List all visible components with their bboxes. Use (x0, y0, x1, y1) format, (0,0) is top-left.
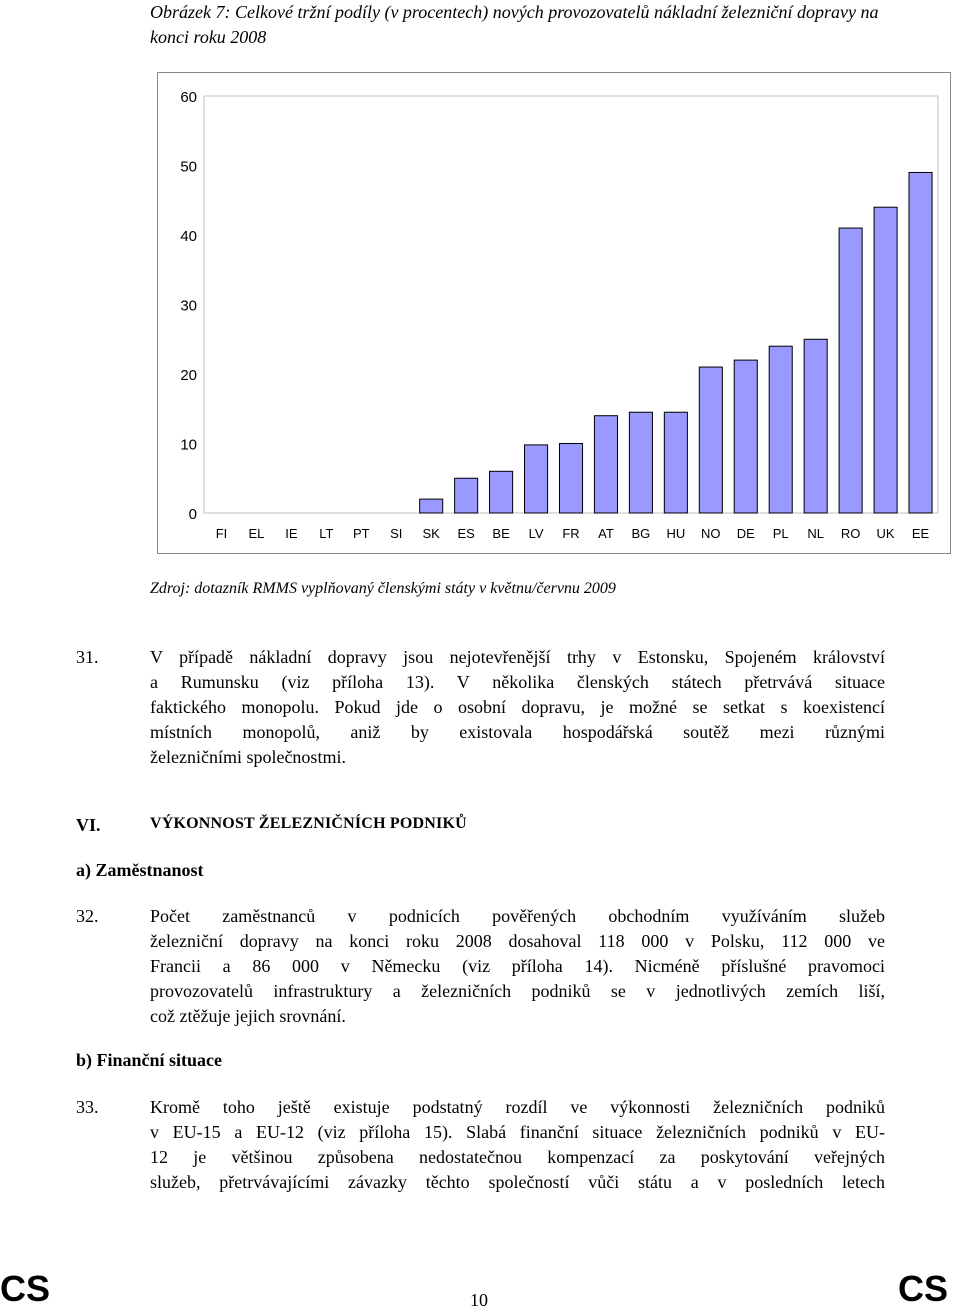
x-tick-label: LV (528, 526, 544, 541)
x-tick-label: PT (352, 526, 370, 541)
bar-chart (157, 72, 951, 554)
bar-fr (559, 444, 582, 514)
bar-uk (874, 207, 897, 513)
section-title: VÝKONNOST ŽELEZNIČNÍCH PODNIKŮ (150, 815, 467, 832)
x-tick-label: BE (492, 526, 510, 541)
paragraph-number-33: 33. (76, 1097, 99, 1117)
bar-nl (804, 339, 827, 513)
paragraph-line: v EU-15 a EU-12 (viz příloha 15). Slabá finanční situace železničních podniků v EU- (150, 1122, 885, 1142)
x-tick-label: ES (457, 526, 475, 541)
x-tick-label: BG (631, 526, 651, 541)
paragraph-line: a Rumunsku (viz příloha 13). V několika členských státech přetrvává situace (150, 672, 885, 692)
y-tick-label: 0 (188, 506, 197, 523)
x-tick-label: IE (285, 526, 298, 541)
paragraph-32 (150, 904, 885, 1029)
paragraph-line: Kromě toho ještě existuje podstatný rozdíl ve výkonnosti železničních podniků (150, 1097, 885, 1117)
figure-caption: Obrázek 7: Celkové tržní podíly (v procentech) nových provozovatelů nákladní železniční dopravy na konci roku 2008 (150, 2, 879, 47)
paragraph-line: železničními společnostmi. (150, 747, 346, 767)
x-tick-label: RO (840, 526, 861, 541)
subheading-employment: a) Zaměstnanost (76, 860, 204, 880)
bar-sk (420, 499, 443, 513)
y-tick-label: 60 (180, 89, 197, 106)
bar-pl (769, 346, 792, 513)
y-tick-label: 10 (180, 436, 197, 454)
y-tick-label: 30 (180, 297, 197, 315)
paragraph-line: místních monopolů, aniž by existovala hospodářská soutěž mezi různými (150, 722, 885, 742)
y-tick-label: 20 (180, 367, 197, 384)
x-tick-label: HU (666, 526, 686, 541)
paragraph-line: 12 je většinou způsobena nedostatečnou kompenzací za poskytování veřejných (150, 1147, 885, 1167)
y-tick-label: 50 (180, 158, 197, 176)
bar-at (594, 416, 617, 513)
bar-bg (629, 412, 652, 513)
x-tick-label: FI (215, 526, 228, 541)
paragraph-number-32: 32. (76, 906, 99, 926)
x-tick-label: UK (876, 526, 895, 541)
x-tick-label: EE (911, 526, 930, 541)
paragraph-number-31: 31. (76, 647, 99, 667)
paragraph-line: služeb, přetrvávajícími závazky těchto společností vůči státu a v posledních letech (150, 1172, 885, 1192)
bar-ee (909, 172, 932, 513)
footer-language-right: CS (898, 1268, 949, 1309)
bar-de (734, 360, 757, 513)
x-tick-label: NL (807, 526, 824, 541)
paragraph-31 (150, 645, 885, 770)
paragraph-line: železniční dopravy na konci roku 2008 dosahoval 118 000 v Polsku, 112 000 ve (150, 931, 885, 951)
x-tick-label: FR (562, 526, 580, 541)
x-tick-label: SK (422, 526, 440, 541)
paragraph-line: provozovatelů infrastruktury a železničních podniků se v jednotlivých zemích liší, (150, 981, 885, 1001)
subheading-financial: b) Finanční situace (76, 1050, 223, 1070)
source-note: Zdroj: dotazník RMMS vyplňovaný členskými státy v květnu/červnu 2009 (150, 580, 616, 597)
section-number: VI. (76, 815, 101, 835)
x-tick-label: LT (319, 526, 334, 541)
x-tick-label: NO (701, 526, 721, 541)
x-tick-label: PL (772, 526, 789, 541)
paragraph-line: což ztěžuje jejich srovnání. (150, 1006, 346, 1026)
paragraph-line: faktického monopolu. Pokud jde o osobní dopravu, je možné se setkat s koexistencí (150, 697, 885, 717)
paragraph-line: V případě nákladní dopravy jsou nejotevřenější trhy v Estonsku, Spojeném království (150, 647, 885, 667)
page-number: 10 (470, 1290, 488, 1310)
footer-language-left: CS (0, 1268, 51, 1309)
paragraph-33 (150, 1095, 885, 1195)
x-tick-label: DE (736, 526, 755, 541)
x-tick-label: SI (390, 526, 403, 541)
bar-be (490, 471, 513, 513)
paragraph-line: Francii a 86 000 v Německu (viz příloha 14). Nicméně příslušné pravomoci (150, 956, 885, 976)
bar-lv (525, 445, 548, 513)
y-tick-label: 40 (180, 228, 197, 245)
bar-es (455, 478, 478, 513)
bar-hu (664, 412, 687, 513)
paragraph-line: Počet zaměstnanců v podnicích pověřených obchodním využíváním služeb (150, 906, 885, 926)
x-tick-label: AT (598, 526, 614, 541)
bar-no (699, 367, 722, 513)
bar-ro (839, 228, 862, 513)
x-tick-label: EL (248, 526, 265, 541)
